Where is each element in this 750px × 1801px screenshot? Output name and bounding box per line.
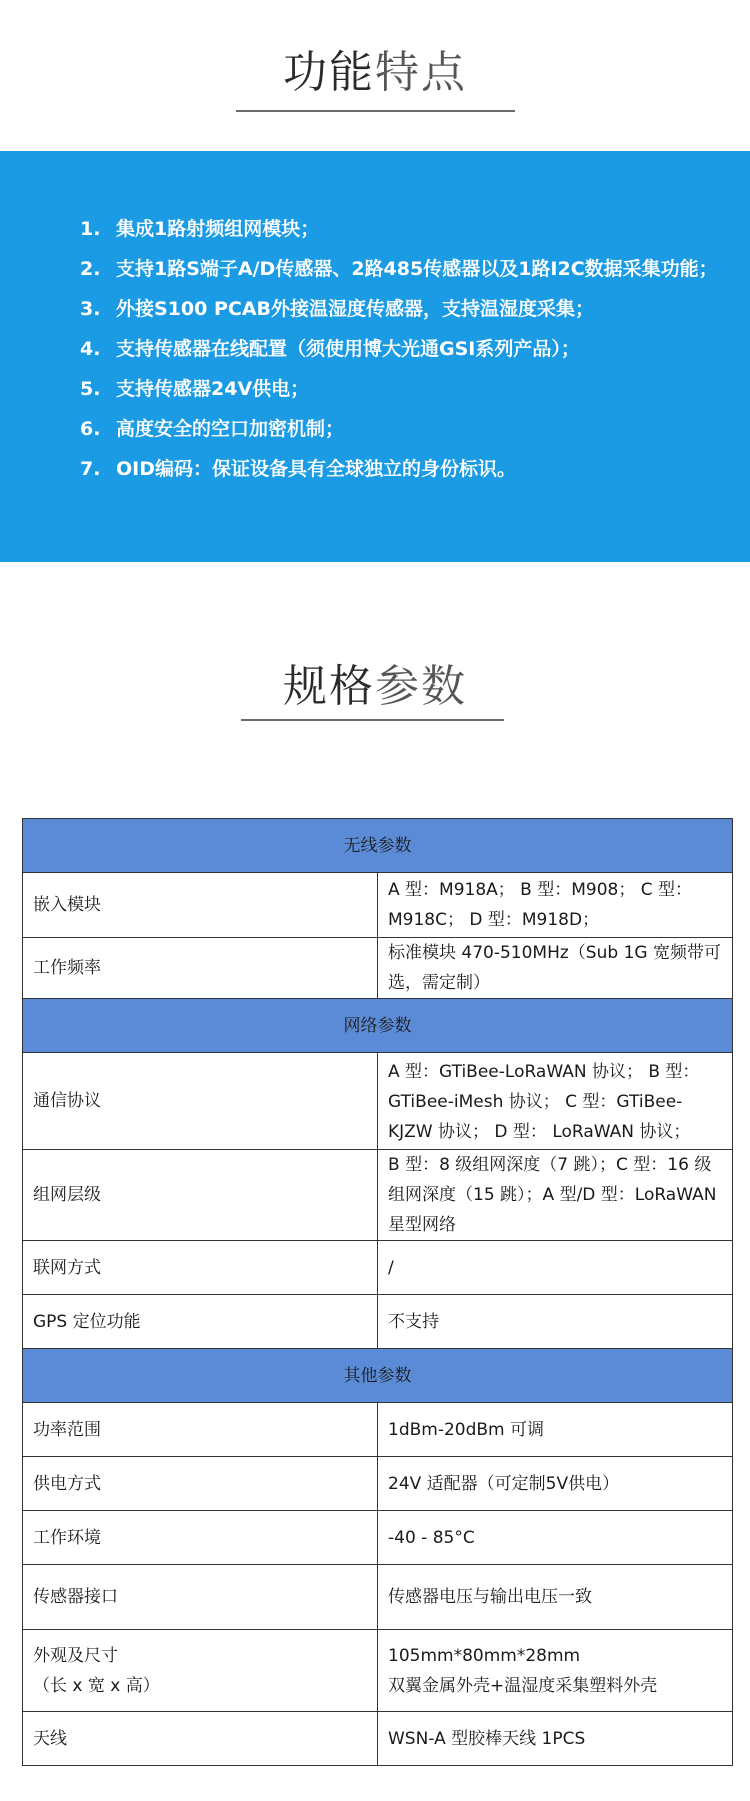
row-label: 传感器接口 [23,1565,378,1630]
table-row [23,1150,733,1241]
feature-text: 外接S100 PCAB外接温湿度传感器，支持温湿度采集； [116,298,595,320]
row-value: A 型：GTiBee-LoRaWAN 协议； B 型：GTiBee-iMesh 协议； C 型：GTiBee-KJZW 协议； D 型： LoRaWAN 协议； [378,1053,733,1150]
features-panel [0,151,750,562]
feature-item [80,209,730,249]
feature-text: 支持1路S端子A/D传感器、2路485传感器以及1路I2C数据采集功能； [116,258,718,280]
feature-item [80,249,730,289]
feature-text: OID编码：保证设备具有全球独立的身份标识。 [116,458,516,480]
feature-item [80,449,730,489]
row-label: 供电方式 [23,1457,378,1511]
feature-text: 集成1路射频组网模块； [116,218,320,240]
table-section-header [23,999,733,1053]
row-value: 标准模块 470-510MHz（Sub 1G 宽频带可选，需定制） [378,938,733,999]
specs-title-underline [241,719,504,721]
row-label: 工作频率 [23,938,378,999]
feature-number: 3. [80,298,101,320]
table-row [23,1241,733,1295]
feature-text: 支持传感器在线配置（须使用博大光通GSI系列产品）； [116,338,580,360]
feature-number: 2. [80,258,101,280]
feature-number: 1. [80,218,101,240]
row-value: 不支持 [378,1295,733,1349]
row-label: 天线 [23,1712,378,1766]
feature-number: 5. [80,378,101,400]
row-value: B 型：8 级组网深度（7 跳）；C 型：16 级组网深度（15 跳）；A 型/D 型：LoRaWAN 星型网络 [378,1150,733,1241]
size-label-line2: （长 x 宽 x 高） [33,1675,160,1696]
row-value: 24V 适配器（可定制5V供电） [378,1457,733,1511]
row-label: 联网方式 [23,1241,378,1295]
network-header: 网络参数 [23,999,733,1053]
row-label [23,1630,378,1712]
specs-title-dark: 规格 [283,661,375,712]
row-value: WSN-A 型胶棒天线 1PCS [378,1712,733,1766]
row-label: 功率范围 [23,1403,378,1457]
table-row [23,1295,733,1349]
row-value: 传感器电压与输出电压一致 [378,1565,733,1630]
feature-item [80,369,730,409]
specs-title [0,650,750,714]
row-label: GPS 定位功能 [23,1295,378,1349]
feature-item [80,329,730,369]
row-value: A 型：M918A； B 型：M908； C 型：M918C； D 型：M918D； [378,873,733,938]
feature-text: 支持传感器24V供电； [116,378,310,400]
features-title-underline [236,110,515,112]
features-title-dark: 功能 [283,47,375,98]
features-list [80,209,730,489]
row-label: 嵌入模块 [23,873,378,938]
features-title-light: 特点 [375,47,467,98]
row-value: 1dBm-20dBm 可调 [378,1403,733,1457]
feature-number: 7. [80,458,101,480]
size-label-line1: 外观及尺寸 [33,1645,118,1666]
size-value-line1: 105mm*80mm*28mm [388,1645,581,1666]
feature-number: 4. [80,338,101,360]
table-row [23,938,733,999]
row-label: 组网层级 [23,1150,378,1241]
specs-title-light: 参数 [375,661,467,712]
row-value [378,1630,733,1712]
row-label: 工作环境 [23,1511,378,1565]
table-row [23,1053,733,1150]
table-section-header [23,1349,733,1403]
table-row [23,1511,733,1565]
table-row [23,1565,733,1630]
other-header: 其他参数 [23,1349,733,1403]
row-value: / [378,1241,733,1295]
table-row [23,873,733,938]
feature-number: 6. [80,418,101,440]
wireless-header: 无线参数 [23,819,733,873]
table-section-header [23,819,733,873]
size-value-line2: 双翼金属外壳+温湿度采集塑料外壳 [388,1675,658,1696]
row-value: -40 - 85°C [378,1511,733,1565]
feature-item [80,409,730,449]
row-label: 通信协议 [23,1053,378,1150]
table-row [23,1403,733,1457]
table-row [23,1457,733,1511]
spec-table [22,818,733,1766]
features-title [0,36,750,100]
table-row [23,1712,733,1766]
feature-item [80,289,730,329]
table-row [23,1630,733,1712]
feature-text: 高度安全的空口加密机制； [116,418,345,440]
